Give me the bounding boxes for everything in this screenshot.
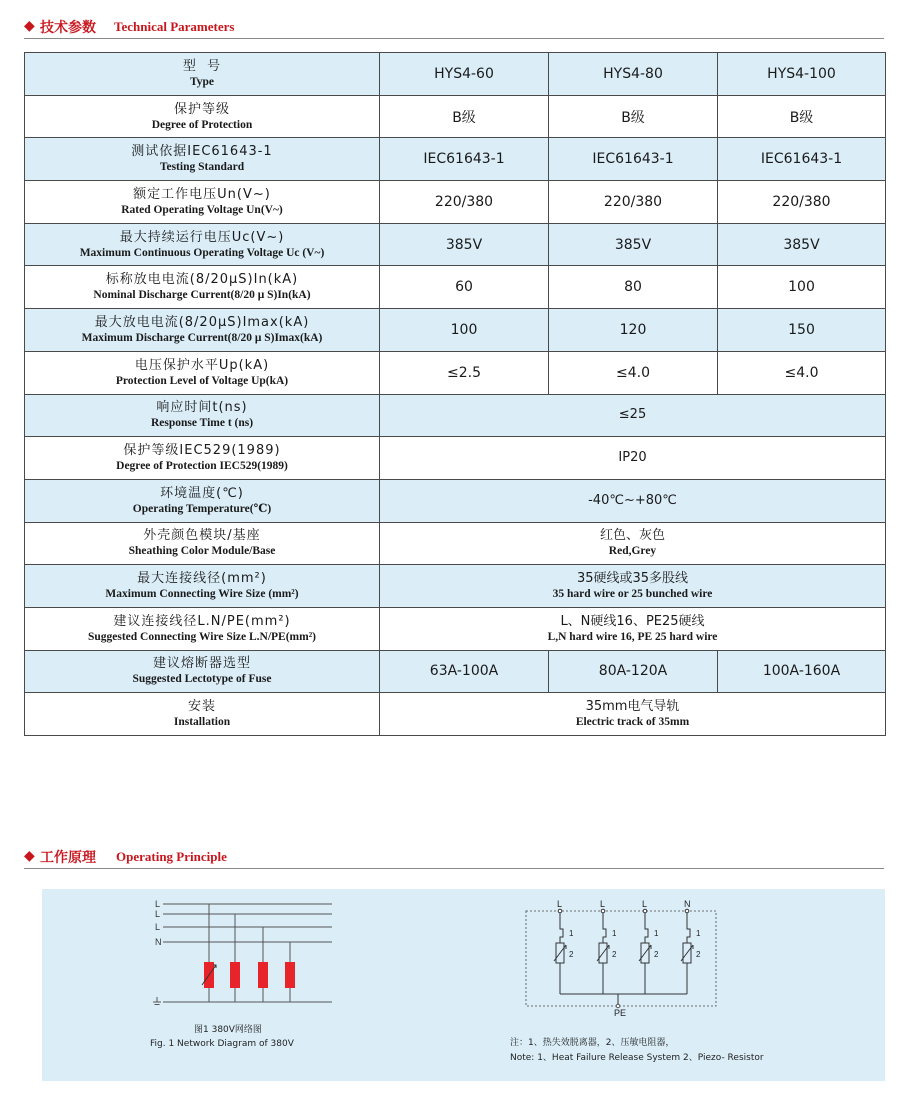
merged-value-cell — [380, 565, 886, 608]
value-cell: 63A-100A — [380, 650, 549, 693]
row-label-cell — [25, 607, 380, 650]
table-row — [25, 394, 886, 437]
row-label-cell — [25, 181, 380, 224]
table-row — [25, 522, 886, 565]
varistor-label: 2 — [654, 950, 659, 959]
line-label-l2: L — [155, 909, 161, 919]
row-label-cell — [25, 522, 380, 565]
model-column-header: HYS4-100 — [718, 53, 886, 96]
row-label-en: Maximum Discharge Current(8/20 μ S)Imax(kA) — [81, 331, 323, 344]
value-cell: IEC61643-1 — [380, 138, 549, 181]
row-label-zh: 环境温度(℃) — [160, 485, 244, 501]
thermal-release-label: 1 — [612, 929, 617, 938]
row-label-en: Suggested Lectotype of Fuse — [132, 673, 272, 686]
value-cell: 60 — [380, 266, 549, 309]
terminal-label-l1: L — [557, 899, 563, 909]
table-row — [25, 138, 886, 181]
section-title-en: Operating Principle — [116, 849, 227, 864]
row-label-cell — [25, 693, 380, 736]
row-label-cell — [25, 95, 380, 138]
diamond-bullet-icon: ◆ — [24, 18, 35, 34]
network-diagram — [147, 889, 447, 1019]
value-cell: 385V — [718, 223, 886, 266]
row-label-en: Response Time t (ns) — [150, 417, 254, 430]
row-label-zh: 标称放电电流(8/20μS)In(kA) — [105, 272, 299, 288]
table-row — [25, 223, 886, 266]
model-column-header: HYS4-60 — [380, 53, 549, 96]
value-cell: 220/380 — [718, 181, 886, 224]
terminal-label-l3: L — [642, 899, 648, 909]
value-cell: IEC61643-1 — [549, 138, 718, 181]
table-header-row — [25, 53, 886, 96]
table-row — [25, 266, 886, 309]
table-row — [25, 565, 886, 608]
row-label-en: Rated Operating Voltage Un(V~) — [121, 203, 283, 216]
row-label-en: Sheathing Color Module/Base — [128, 545, 276, 558]
table-row — [25, 437, 886, 480]
value-cell: 385V — [549, 223, 718, 266]
terminal-label-n: N — [684, 899, 691, 909]
value-cell: 120 — [549, 309, 718, 352]
value-cell: IEC61643-1 — [718, 138, 886, 181]
value-cell: ≤4.0 — [549, 351, 718, 394]
row-label-zh: 测试依据IEC61643-1 — [131, 144, 273, 160]
row-label-en: Type — [189, 75, 215, 88]
merged-value-cell — [380, 522, 886, 565]
value-cell: 80A-120A — [549, 650, 718, 693]
diagram1-caption-zh: 图1 380V网络图 — [194, 1025, 262, 1035]
value-cell: 100A-160A — [718, 650, 886, 693]
row-label-zh: 最大连接线径(mm²) — [137, 571, 267, 587]
row-label-zh: 建议熔断器选型 — [152, 656, 251, 672]
value-cell: 220/380 — [380, 181, 549, 224]
row-label-zh: 建议连接线径L.N/PE(mm²) — [113, 613, 291, 629]
value-cell: 150 — [718, 309, 886, 352]
row-label-cell — [25, 266, 380, 309]
value-cell: ≤2.5 — [380, 351, 549, 394]
merged-value-en: Red,Grey — [608, 545, 657, 558]
table-row — [25, 607, 886, 650]
merged-value-en: Electric track of 35mm — [575, 716, 690, 729]
operating-principle-panel — [42, 889, 885, 1081]
row-label-en: Testing Standard — [159, 161, 245, 174]
value-cell: B级 — [549, 95, 718, 138]
row-label-cell — [25, 650, 380, 693]
merged-value-cell — [380, 607, 886, 650]
row-label-cell — [25, 351, 380, 394]
row-label-en: Installation — [173, 716, 231, 729]
ground-icon — [153, 997, 161, 1005]
value-cell: B级 — [718, 95, 886, 138]
thermal-release-label: 1 — [654, 929, 659, 938]
merged-value-en: 35 hard wire or 25 bunched wire — [552, 588, 713, 601]
table-row — [25, 693, 886, 736]
value-cell: 385V — [380, 223, 549, 266]
row-label-zh: 最大放电电流(8/20μS)Imax(kA) — [94, 314, 310, 330]
row-label-en: Degree of Protection — [151, 118, 253, 131]
section-heading-technical — [24, 16, 884, 39]
merged-value-zh: 35mm电气导轨 — [585, 699, 680, 715]
row-label-zh: 安装 — [187, 699, 216, 715]
row-label-zh: 响应时间t(ns) — [156, 400, 248, 416]
row-label-zh: 外壳颜色模块/基座 — [143, 528, 261, 544]
row-label-cell — [25, 565, 380, 608]
row-label-cell — [25, 437, 380, 480]
row-label-cell — [25, 479, 380, 522]
line-label-l1: L — [155, 899, 161, 909]
merged-value-zh: 35硬线或35多股线 — [576, 571, 689, 587]
module-circuit-diagram — [520, 899, 730, 1029]
merged-value-zh: IP20 — [618, 450, 647, 466]
merged-value-zh: -40℃~+80℃ — [588, 492, 677, 508]
merged-value-cell — [380, 479, 886, 522]
value-cell: 100 — [380, 309, 549, 352]
line-label-l3: L — [155, 922, 161, 932]
row-label-cell — [25, 309, 380, 352]
row-label-zh: 额定工作电压Un(V~) — [133, 186, 271, 202]
row-label-en: Degree of Protection IEC529(1989) — [116, 460, 288, 473]
thermal-release-label: 1 — [569, 929, 574, 938]
row-label-en: Nominal Discharge Current(8/20 μ S)In(kA) — [93, 289, 311, 302]
model-column-header: HYS4-80 — [549, 53, 718, 96]
table-row — [25, 95, 886, 138]
section-title-en: Technical Parameters — [114, 19, 235, 34]
table-row — [25, 650, 886, 693]
row-label-en: Suggested Connecting Wire Size L.N/PE(mm²) — [87, 630, 316, 643]
table-row — [25, 479, 886, 522]
row-label-zh: 型 号 — [182, 58, 222, 74]
merged-value-en: L,N hard wire 16, PE 25 hard wire — [547, 630, 718, 643]
diagram2-note-en: Note: 1、Heat Failure Release System 2、Piezo- Resistor — [510, 1053, 764, 1063]
header-label-cell — [25, 53, 380, 96]
merged-value-zh: ≤25 — [618, 407, 647, 423]
table-row — [25, 309, 886, 352]
merged-value-cell — [380, 693, 886, 736]
row-label-cell — [25, 394, 380, 437]
row-label-zh: 最大持续运行电压Uc(V~) — [119, 229, 285, 245]
row-label-cell — [25, 223, 380, 266]
varistor-label: 2 — [696, 950, 701, 959]
line-label-n: N — [155, 937, 162, 947]
section-title-zh: 工作原理 — [40, 850, 96, 866]
table-row — [25, 351, 886, 394]
value-cell: ≤4.0 — [718, 351, 886, 394]
section-heading-operating — [24, 846, 884, 869]
row-label-zh: 保护等级 — [173, 101, 230, 117]
terminal-label-pe: PE — [614, 1008, 627, 1018]
value-cell: 220/380 — [549, 181, 718, 224]
merged-value-cell — [380, 437, 886, 480]
diamond-bullet-icon: ◆ — [24, 848, 35, 864]
row-label-en: Maximum Connecting Wire Size (mm²) — [105, 588, 299, 601]
value-cell: 100 — [718, 266, 886, 309]
varistor-label: 2 — [612, 950, 617, 959]
row-label-zh: 保护等级IEC529(1989) — [123, 443, 281, 459]
merged-value-cell — [380, 394, 886, 437]
row-label-en: Operating Temperature(℃) — [132, 502, 272, 515]
terminal-label-l2: L — [600, 899, 606, 909]
row-label-cell — [25, 138, 380, 181]
technical-parameters-table — [24, 52, 886, 736]
row-label-en: Protection Level of Voltage Up(kA) — [115, 374, 289, 387]
varistor-label: 2 — [569, 950, 574, 959]
value-cell: 80 — [549, 266, 718, 309]
table-row — [25, 181, 886, 224]
diagram2-note-zh: 注：1、热失效脱离器，2、压敏电阻器， — [510, 1038, 675, 1048]
row-label-en: Maximum Continuous Operating Voltage Uc (V~) — [79, 246, 325, 259]
row-label-zh: 电压保护水平Up(kA) — [134, 357, 270, 373]
diagram1-caption-en: Fig. 1 Network Diagram of 380V — [150, 1039, 294, 1049]
value-cell: B级 — [380, 95, 549, 138]
merged-value-zh: L、N硬线16、PE25硬线 — [560, 613, 705, 629]
section-title-zh: 技术参数 — [40, 20, 96, 36]
thermal-release-label: 1 — [696, 929, 701, 938]
merged-value-zh: 红色、灰色 — [599, 528, 665, 544]
